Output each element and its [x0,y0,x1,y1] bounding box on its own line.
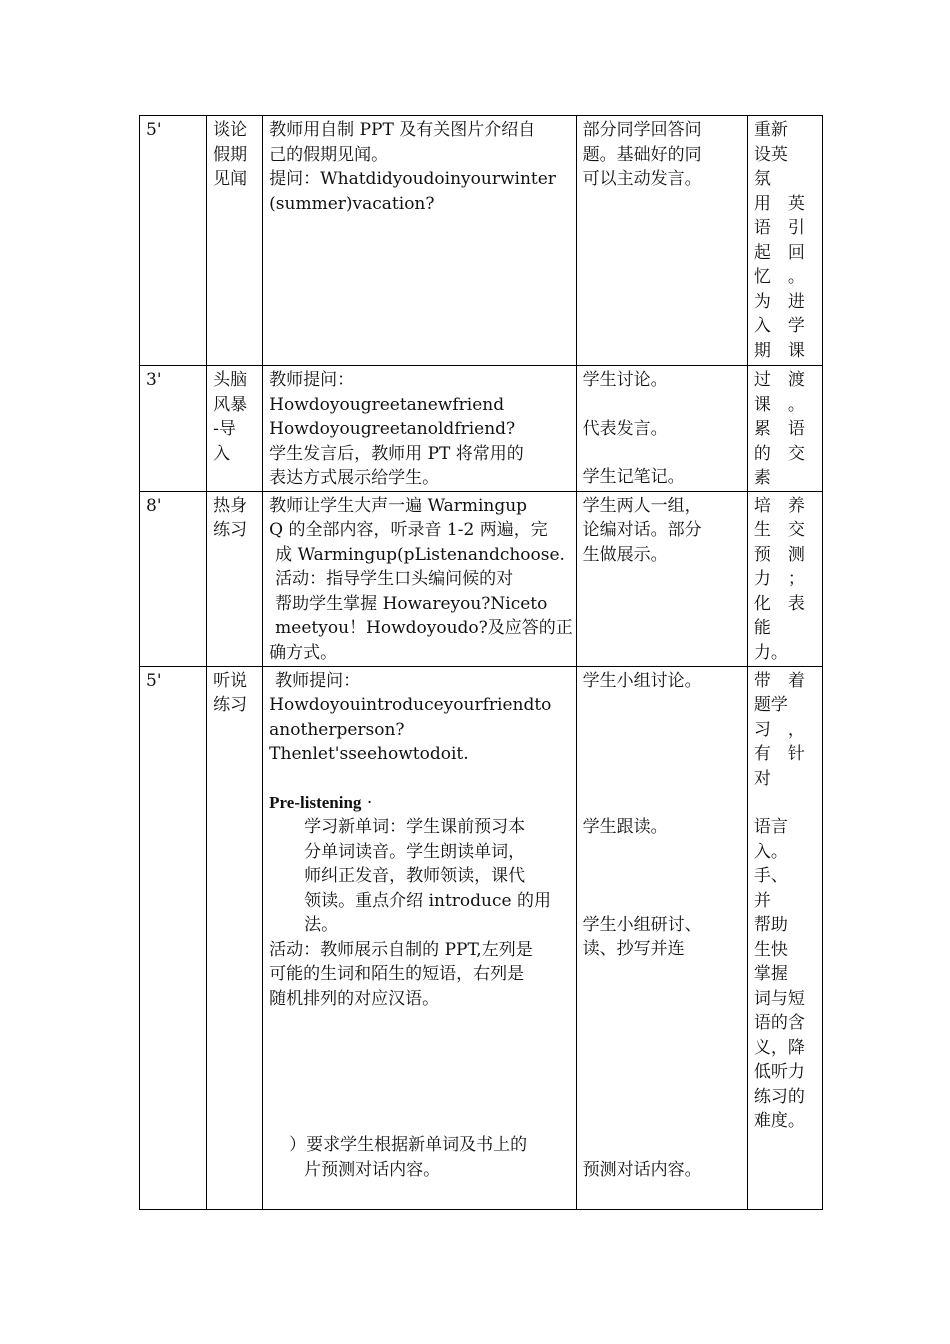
stage-cell: 听说 练习 [207,666,263,1209]
purpose-cell: 带 着 题学 习 ， 有 针 对 语言 入。 手、 并 帮助 生快 掌握 词与短 语的含 义，降 低听力 练习的 难度。 [747,666,822,1209]
time-cell: 8' [140,491,207,666]
purpose-cell: 过 渡 课 。 累 语 的 交 素 [747,366,822,492]
purpose-cell: 重新 设英 氛 用 英 语 引 起 回 忆 。 为 进 入 学 期 课 [747,116,822,366]
table-row [140,491,823,666]
table-row [140,366,823,492]
student-activity-cell: 学生小组讨论。 学生跟读。 学生小组研讨、 读、抄写并连 预测对话内容。 [576,666,747,1209]
time-cell: 3' [140,366,207,492]
stage-cell: 头脑 风暴 -导 入 [207,366,263,492]
student-activity-cell: 部分同学回答问 题。基础好的同 可以主动发言。 [576,116,747,366]
teacher-activity-cell: 教师提问： Howdoyougreetanewfriend Howdoyougreetanoldfriend? 学生发言后，教师用 PT 将常用的 表达方式展示给学生。 [263,366,576,492]
stage-cell: 热身 练习 [207,491,263,666]
stage-cell: 谈论 假期 见闻 [207,116,263,366]
time-cell: 5' [140,666,207,1209]
lesson-plan-table [139,115,823,1210]
student-activity-cell: 学生两人一组， 论编对话。部分 生做展示。 [576,491,747,666]
table-row [140,116,823,366]
teacher-activity-cell: 教师用自制 PPT 及有关图片介绍自 己的假期见闻。 提问：Whatdidyoudoinyourwinter (summer)vacation? [263,116,576,366]
student-activity-cell: 学生讨论。 代表发言。 学生记笔记。 [576,366,747,492]
purpose-cell: 培 养 生 交 预 测 力 ； 化 表 能 力。 [747,491,822,666]
table-row [140,666,823,1209]
teacher-activity-cell: 教师提问： Howdoyouintroduceyourfriendto anotherperson? Thenlet'sseehowtodoit. Pre-listening · 学习新单词：学生课前预习本 分单词读音。学生朗读单词， 师纠正发音，教师领读，课代 领读。重点介绍 introduce 的用 法。 活动：教师展示自制的 PPT,左列是 可能的生词和陌生的短语，右列是 随机排列的对应汉语。 ）要求学生根据新单词及书上的 片预测对话内容。 [263,666,576,1209]
time-cell: 5' [140,116,207,366]
pre-listening-heading: Pre-listening · [269,792,373,813]
teacher-activity-cell: 教师让学生大声一遍 Warmingup Q 的全部内容，听录音 1-2 两遍，完 成 Warmingup(pListenandchoose. 活动：指导学生口头编问候的对 帮助学生掌握 Howareyou?Niceto meetyou！Howdoyoudo?及应答的正 确方式。 [263,491,576,666]
